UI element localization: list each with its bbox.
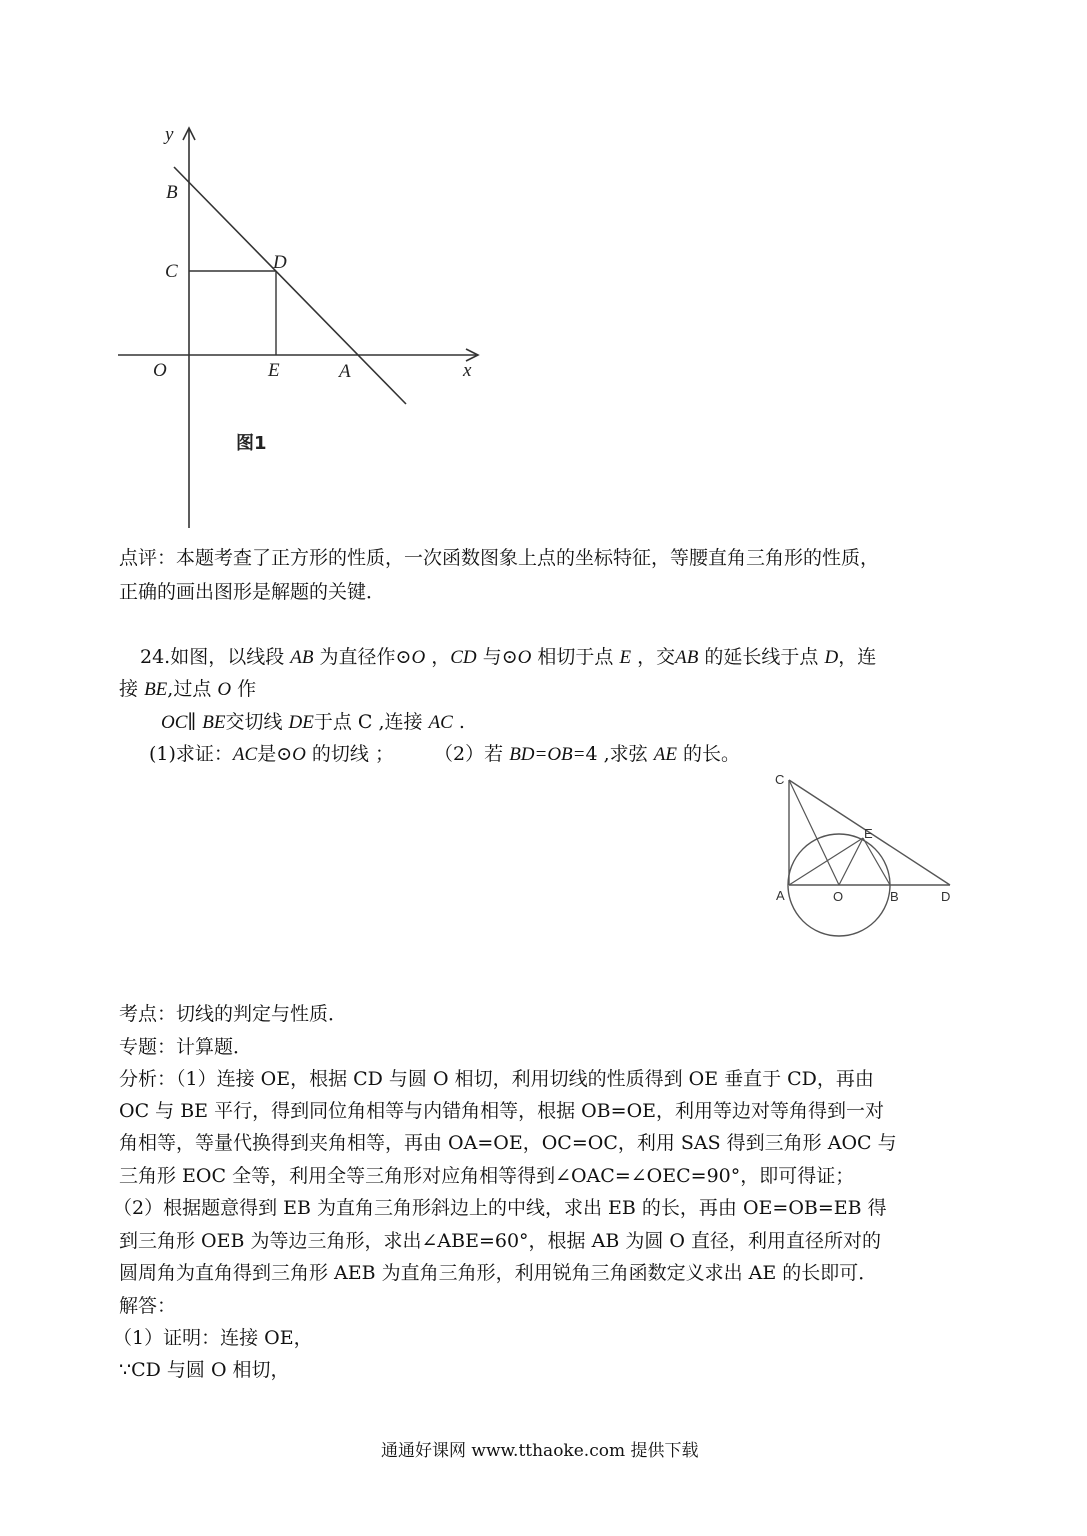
p24-l2b: ,过点: [167, 678, 212, 700]
q2-bd: BD=OB=: [509, 744, 586, 765]
p24-o3: O: [217, 679, 232, 700]
q1-mid: 是⊙: [257, 743, 293, 765]
problem-24-line-1: [140, 641, 876, 674]
p24-d: D: [824, 647, 839, 668]
q1-ac: AC: [232, 744, 258, 765]
label-c: C: [775, 772, 785, 787]
p24-t5: ，交: [637, 646, 676, 668]
comment-line-1: 点评：本题考查了正方形的性质，一次函数图象上点的坐标特征，等腰直角三角形的性质，: [119, 547, 880, 569]
solution-analysis-1: 分析：（1）连接 OE，根据 CD 与圆 O 相切，利用切线的性质得到 OE 垂直于 CD，再由: [119, 1068, 874, 1090]
solution-analysis-7: 圆周角为直角得到三角形 AEB 为直角三角形，利用锐角三角函数定义求出 AE 的长即可．: [119, 1262, 878, 1284]
p24-t3: 与⊙: [482, 646, 518, 668]
p24-ab2: AB: [675, 647, 699, 668]
p24-oc: OC: [161, 712, 188, 733]
problem-24-questions: [149, 738, 740, 771]
problem-24-line-3: [161, 706, 465, 739]
p24-t2: ，: [431, 646, 451, 668]
label-d: D: [941, 889, 951, 904]
q1-suffix: 的切线 ；: [311, 743, 394, 765]
solution-step-2: ∵CD 与圆 O 相切，: [119, 1359, 290, 1381]
p24-l3b: 于点 C ,连接: [313, 711, 423, 733]
figure-1-caption: 图1: [236, 433, 267, 454]
p24-be2: BE: [202, 712, 226, 733]
solution-analysis-6: 到三角形 OEB 为等边三角形，求出∠ABE=60°，根据 AB 为圆 O 直径，利用直径所对的: [119, 1230, 881, 1252]
problem-24-line-2: [119, 673, 256, 706]
p24-t6: 的延长线于点: [704, 646, 819, 668]
comment-line-2: 正确的画出图形是解题的关键．: [119, 581, 386, 603]
label-c: C: [165, 261, 178, 282]
solution-kaodian: 考点：切线的判定与性质．: [119, 1003, 348, 1025]
q2-prefix: （2）若: [434, 743, 504, 765]
solution-analysis-4: 三角形 EOC 全等，利用全等三角形对应角相等得到∠OAC=∠OEC=90°，即可得证；: [119, 1165, 855, 1187]
segment-be: [863, 838, 890, 885]
segment-ae: [789, 838, 863, 885]
p24-l2c: 作: [237, 678, 257, 700]
label-d: D: [273, 252, 287, 273]
solution-answer-heading: 解答：: [119, 1295, 177, 1317]
label-o: O: [833, 889, 844, 904]
figure-1-coordinate-diagram: [100, 115, 500, 535]
p24-ac: AC: [428, 712, 453, 733]
p24-l3c: .: [458, 711, 465, 733]
p24-be: BE: [144, 679, 168, 700]
label-y: y: [165, 124, 174, 145]
p24-parallel: ∥: [187, 712, 197, 733]
p24-e: E: [619, 647, 632, 668]
label-x: x: [463, 360, 472, 381]
solution-zhuanti: 专题：计算题．: [119, 1036, 253, 1058]
q2-mid: ,求弦: [603, 743, 648, 765]
label-a: A: [776, 888, 785, 903]
label-e: E: [864, 826, 873, 841]
line-ba: [174, 167, 406, 404]
label-o: O: [153, 360, 167, 381]
p24-l2a: 接: [119, 678, 139, 700]
label-b: B: [890, 889, 899, 904]
q1-prefix: (1)求证：: [149, 743, 233, 765]
p24-ab: AB: [290, 647, 314, 668]
solution-analysis-5: （2）根据题意得到 EB 为直角三角形斜边上的中线，求出 EB 的长，再由 OE=OB=EB 得: [113, 1197, 887, 1219]
solution-step-1: （1）证明：连接 OE，: [113, 1327, 313, 1349]
p24-t7: ，连: [838, 646, 877, 668]
q2-num: 4: [585, 743, 598, 765]
figure-2-circle-tangent-diagram: [770, 765, 970, 975]
q2-ae: AE: [653, 744, 677, 765]
q2-suffix: 的长。: [682, 743, 740, 765]
p24-intro: 24.如图，以线段: [140, 646, 285, 668]
label-b: B: [166, 182, 178, 203]
solution-analysis-3: 角相等，等量代换得到夹角相等，再由 OA=OE，OC=OC，利用 SAS 得到三角形 AOC 与: [119, 1132, 897, 1154]
p24-cd: CD: [450, 647, 477, 668]
p24-t1: 为直径作⊙: [319, 646, 412, 668]
p24-o: O: [411, 647, 426, 668]
p24-de: DE: [288, 712, 314, 733]
p24-o2: O: [517, 647, 532, 668]
p24-t4: 相切于点: [537, 646, 614, 668]
q1-o: O: [292, 744, 306, 765]
page-footer: 通通好课网 www.tthaoke.com 提供下载: [381, 1441, 699, 1461]
solution-analysis-2: OC 与 BE 平行，得到同位角相等与内错角相等，根据 OB=OE，利用等边对等角得到一对: [119, 1100, 885, 1122]
label-a: A: [339, 361, 351, 382]
p24-l3a: 交切线: [225, 711, 283, 733]
label-e: E: [268, 360, 280, 381]
